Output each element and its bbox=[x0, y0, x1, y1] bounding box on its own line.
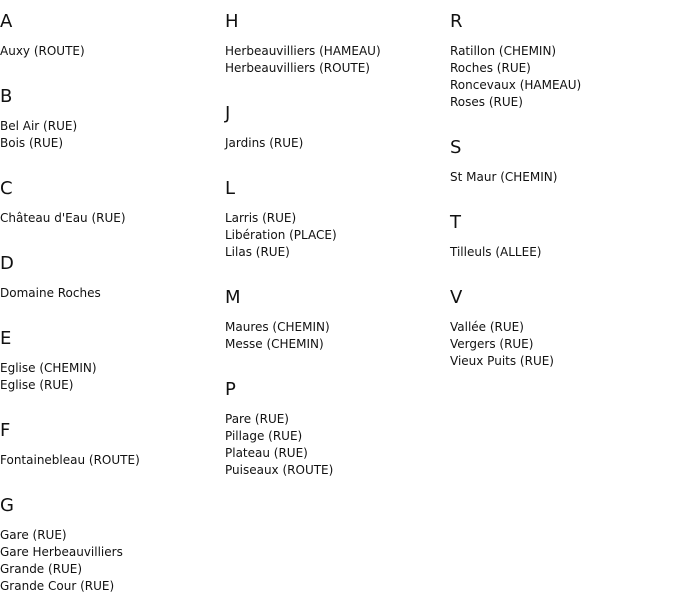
letter-group-j bbox=[225, 92, 450, 152]
letter-heading: P bbox=[225, 379, 236, 400]
street-item: Ratillon (CHEMIN) bbox=[450, 44, 557, 58]
street-list bbox=[450, 37, 675, 111]
street-item: Château d'Eau (RUE) bbox=[0, 211, 126, 225]
street-list bbox=[225, 313, 450, 353]
letter-group-b bbox=[0, 75, 225, 152]
street-list bbox=[0, 37, 225, 60]
street-list bbox=[225, 204, 450, 261]
street-list bbox=[225, 129, 450, 152]
group-spacer bbox=[450, 186, 675, 201]
letter-heading: E bbox=[0, 328, 12, 349]
street-list bbox=[450, 313, 675, 370]
group-spacer bbox=[0, 469, 225, 484]
letter-group-m bbox=[225, 276, 450, 353]
group-spacer bbox=[225, 261, 450, 276]
street-list bbox=[225, 405, 450, 479]
street-item: Vallée (RUE) bbox=[450, 320, 524, 334]
street-item: Eglise (CHEMIN) bbox=[0, 361, 97, 375]
street-item: Grande (RUE) bbox=[0, 562, 83, 576]
street-item: Gare (RUE) bbox=[0, 528, 67, 542]
letter-group-d bbox=[0, 242, 225, 302]
street-list bbox=[450, 163, 675, 186]
street-item: Maures (CHEMIN) bbox=[225, 320, 330, 334]
letter-heading: T bbox=[450, 212, 461, 233]
street-list bbox=[0, 354, 225, 394]
letter-heading: C bbox=[0, 178, 13, 199]
street-item: Larris (RUE) bbox=[225, 211, 297, 225]
street-item: Jardins (RUE) bbox=[225, 136, 304, 150]
letter-heading: L bbox=[225, 178, 236, 199]
letter-heading: G bbox=[0, 495, 14, 516]
letter-heading: A bbox=[0, 11, 13, 32]
group-spacer bbox=[0, 60, 225, 75]
group-spacer bbox=[225, 152, 450, 167]
street-list bbox=[450, 238, 675, 261]
letter-group-p bbox=[225, 368, 450, 479]
letter-heading: B bbox=[0, 86, 13, 107]
street-list bbox=[225, 37, 450, 77]
street-item: Pillage (RUE) bbox=[225, 429, 303, 443]
group-spacer bbox=[0, 394, 225, 409]
group-spacer bbox=[0, 227, 225, 242]
group-spacer bbox=[225, 353, 450, 368]
letter-group-v bbox=[450, 276, 675, 370]
street-item: Bois (RUE) bbox=[0, 136, 64, 150]
letter-group-r bbox=[450, 0, 675, 111]
letter-heading: S bbox=[450, 137, 462, 158]
street-item: Libération (PLACE) bbox=[225, 228, 337, 242]
street-item: Puiseaux (ROUTE) bbox=[225, 463, 334, 477]
group-spacer bbox=[450, 111, 675, 126]
letter-group-f bbox=[0, 409, 225, 469]
letter-heading: R bbox=[450, 11, 463, 32]
street-item: Eglise (RUE) bbox=[0, 378, 74, 392]
street-item: Roses (RUE) bbox=[450, 95, 523, 109]
letter-heading: M bbox=[225, 287, 241, 308]
group-spacer bbox=[0, 152, 225, 167]
letter-heading: H bbox=[225, 11, 239, 32]
group-spacer bbox=[225, 77, 450, 92]
street-item: Herbeauvilliers (ROUTE) bbox=[225, 61, 370, 75]
street-item: Vieux Puits (RUE) bbox=[450, 354, 554, 368]
letter-group-l bbox=[225, 167, 450, 261]
letter-group-e bbox=[0, 317, 225, 394]
street-item: Herbeauvilliers (HAMEAU) bbox=[225, 44, 381, 58]
street-item: Roches (RUE) bbox=[450, 61, 531, 75]
letter-heading: F bbox=[0, 420, 11, 441]
street-list bbox=[0, 112, 225, 152]
street-list bbox=[0, 279, 225, 302]
letter-heading: D bbox=[0, 253, 14, 274]
street-item: Auxy (ROUTE) bbox=[0, 44, 85, 58]
letter-group-a bbox=[0, 0, 225, 60]
street-list bbox=[0, 521, 225, 595]
street-item: Fontainebleau (ROUTE) bbox=[0, 453, 140, 467]
street-item: Messe (CHEMIN) bbox=[225, 337, 324, 351]
street-item: Roncevaux (HAMEAU) bbox=[450, 78, 582, 92]
letter-heading: V bbox=[450, 287, 463, 308]
street-list bbox=[0, 204, 225, 227]
group-spacer bbox=[0, 302, 225, 317]
index-column-3 bbox=[450, 0, 675, 370]
street-item: Bel Air (RUE) bbox=[0, 119, 78, 133]
letter-group-t bbox=[450, 201, 675, 261]
group-spacer bbox=[450, 261, 675, 276]
index-column-2 bbox=[225, 0, 450, 479]
letter-group-c bbox=[0, 167, 225, 227]
letter-group-h bbox=[225, 0, 450, 77]
street-item: Domaine Roches bbox=[0, 286, 101, 300]
street-item: Tilleuls (ALLEE) bbox=[450, 245, 542, 259]
street-item: Grande Cour (RUE) bbox=[0, 579, 115, 593]
street-item: Pare (RUE) bbox=[225, 412, 289, 426]
street-list bbox=[0, 446, 225, 469]
letter-heading: J bbox=[225, 103, 231, 124]
street-item: Vergers (RUE) bbox=[450, 337, 534, 351]
letter-group-g bbox=[0, 484, 225, 595]
street-item: Gare Herbeauvilliers bbox=[0, 545, 123, 559]
street-item: Plateau (RUE) bbox=[225, 446, 308, 460]
street-item: St Maur (CHEMIN) bbox=[450, 170, 558, 184]
index-column-1 bbox=[0, 0, 225, 595]
street-item: Lilas (RUE) bbox=[225, 245, 290, 259]
letter-group-s bbox=[450, 126, 675, 186]
